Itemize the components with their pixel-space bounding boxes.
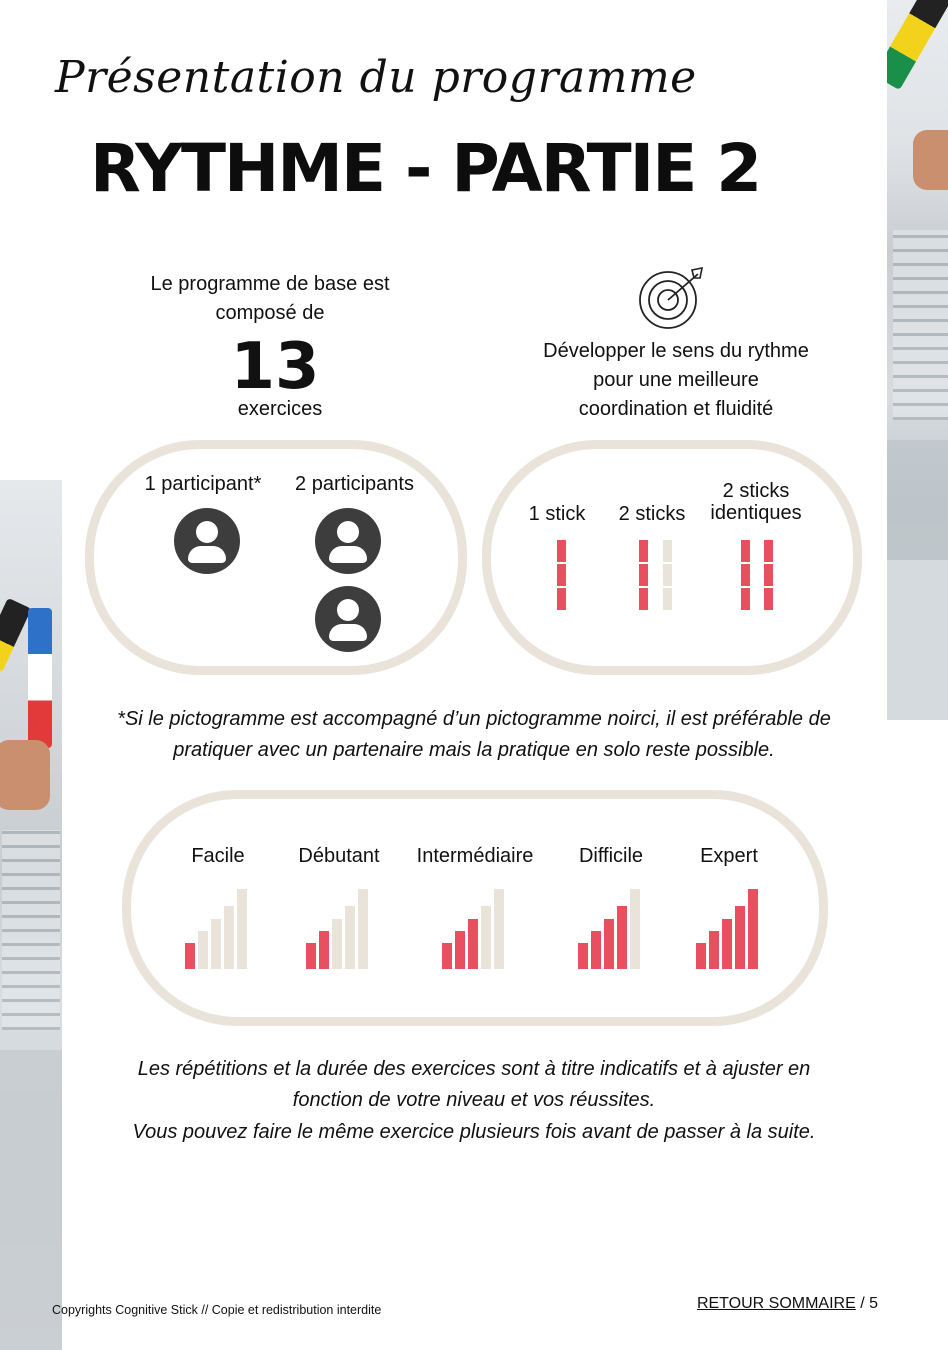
page-title: RYTHME - PARTIE 2 bbox=[90, 130, 761, 207]
page-number: / 5 bbox=[855, 1295, 878, 1312]
left-photo-mask bbox=[0, 480, 62, 1350]
level-label: Expert bbox=[700, 845, 758, 867]
sticks-panel bbox=[482, 440, 862, 675]
one-stick-label: 1 stick bbox=[528, 503, 586, 525]
identical-sticks-label: 2 sticks identiques bbox=[710, 480, 802, 524]
level-label: Débutant bbox=[298, 845, 380, 867]
base-program-text: Le programme de base est composé de bbox=[150, 273, 390, 324]
level-bar bbox=[696, 943, 706, 969]
copyright-notice: Copyrights Cognitive Stick // Copie et redistribution interdite bbox=[52, 1303, 382, 1317]
user-avatar-icon bbox=[174, 508, 240, 574]
level-bar bbox=[211, 919, 221, 969]
user-avatar-icon bbox=[315, 508, 381, 574]
script-subtitle: Présentation du programme bbox=[55, 52, 697, 103]
level-bar bbox=[306, 943, 316, 969]
level-bar bbox=[358, 889, 368, 969]
level-bar bbox=[442, 943, 452, 969]
disclaimer-line-3: Vous pouvez faire le même exercice plusieurs fois avant de passer à la suite. bbox=[132, 1121, 816, 1143]
exercise-count-unit: exercices bbox=[237, 398, 323, 420]
level-bar bbox=[345, 906, 355, 969]
level-bar bbox=[468, 919, 478, 969]
level-bar bbox=[494, 889, 504, 969]
back-to-contents-link[interactable]: RETOUR SOMMAIRE bbox=[696, 1295, 856, 1312]
level-bar bbox=[481, 906, 491, 969]
objective-text: Développer le sens du rythme pour une meilleure coordination et fluidité bbox=[543, 340, 809, 420]
level-bar bbox=[224, 906, 234, 969]
user-avatar-icon bbox=[315, 586, 381, 652]
level-bar bbox=[578, 943, 588, 969]
level-bar bbox=[630, 889, 640, 969]
level-bar bbox=[591, 931, 601, 969]
level-label: Difficile bbox=[578, 845, 644, 867]
level-bar bbox=[237, 889, 247, 969]
exercise-count: 13 bbox=[230, 330, 320, 404]
one-participant-label: 1 participant* bbox=[144, 473, 262, 495]
level-bar bbox=[319, 931, 329, 969]
level-bar bbox=[617, 906, 627, 969]
disclaimer-line-2: fonction de votre niveau et vos réussites. bbox=[292, 1089, 656, 1111]
disclaimer-line-1: Les répétitions et la durée des exercices sont à titre indicatifs et à ajuster en bbox=[137, 1058, 811, 1080]
footnote: *Si le pictogramme est accompagné d’un pictogramme noirci, il est préférable de pratiquer avec un partenaire mais la pratique en solo reste possible. bbox=[117, 708, 831, 761]
two-participants-label: 2 participants bbox=[295, 473, 414, 495]
footer-nav bbox=[697, 1295, 878, 1313]
decorative-photo-right bbox=[887, 0, 948, 720]
target-arrow-icon bbox=[636, 264, 712, 334]
level-bar bbox=[722, 919, 732, 969]
level-bar bbox=[332, 919, 342, 969]
level-label: Intermédiaire bbox=[416, 845, 534, 867]
level-bar bbox=[185, 943, 195, 969]
level-bar bbox=[735, 906, 745, 969]
level-bar bbox=[604, 919, 614, 969]
level-bar bbox=[748, 889, 758, 969]
two-sticks-label: 2 sticks bbox=[618, 503, 686, 525]
level-bar bbox=[198, 931, 208, 969]
level-label: Facile bbox=[191, 845, 245, 867]
level-bar bbox=[709, 931, 719, 969]
level-bar bbox=[455, 931, 465, 969]
